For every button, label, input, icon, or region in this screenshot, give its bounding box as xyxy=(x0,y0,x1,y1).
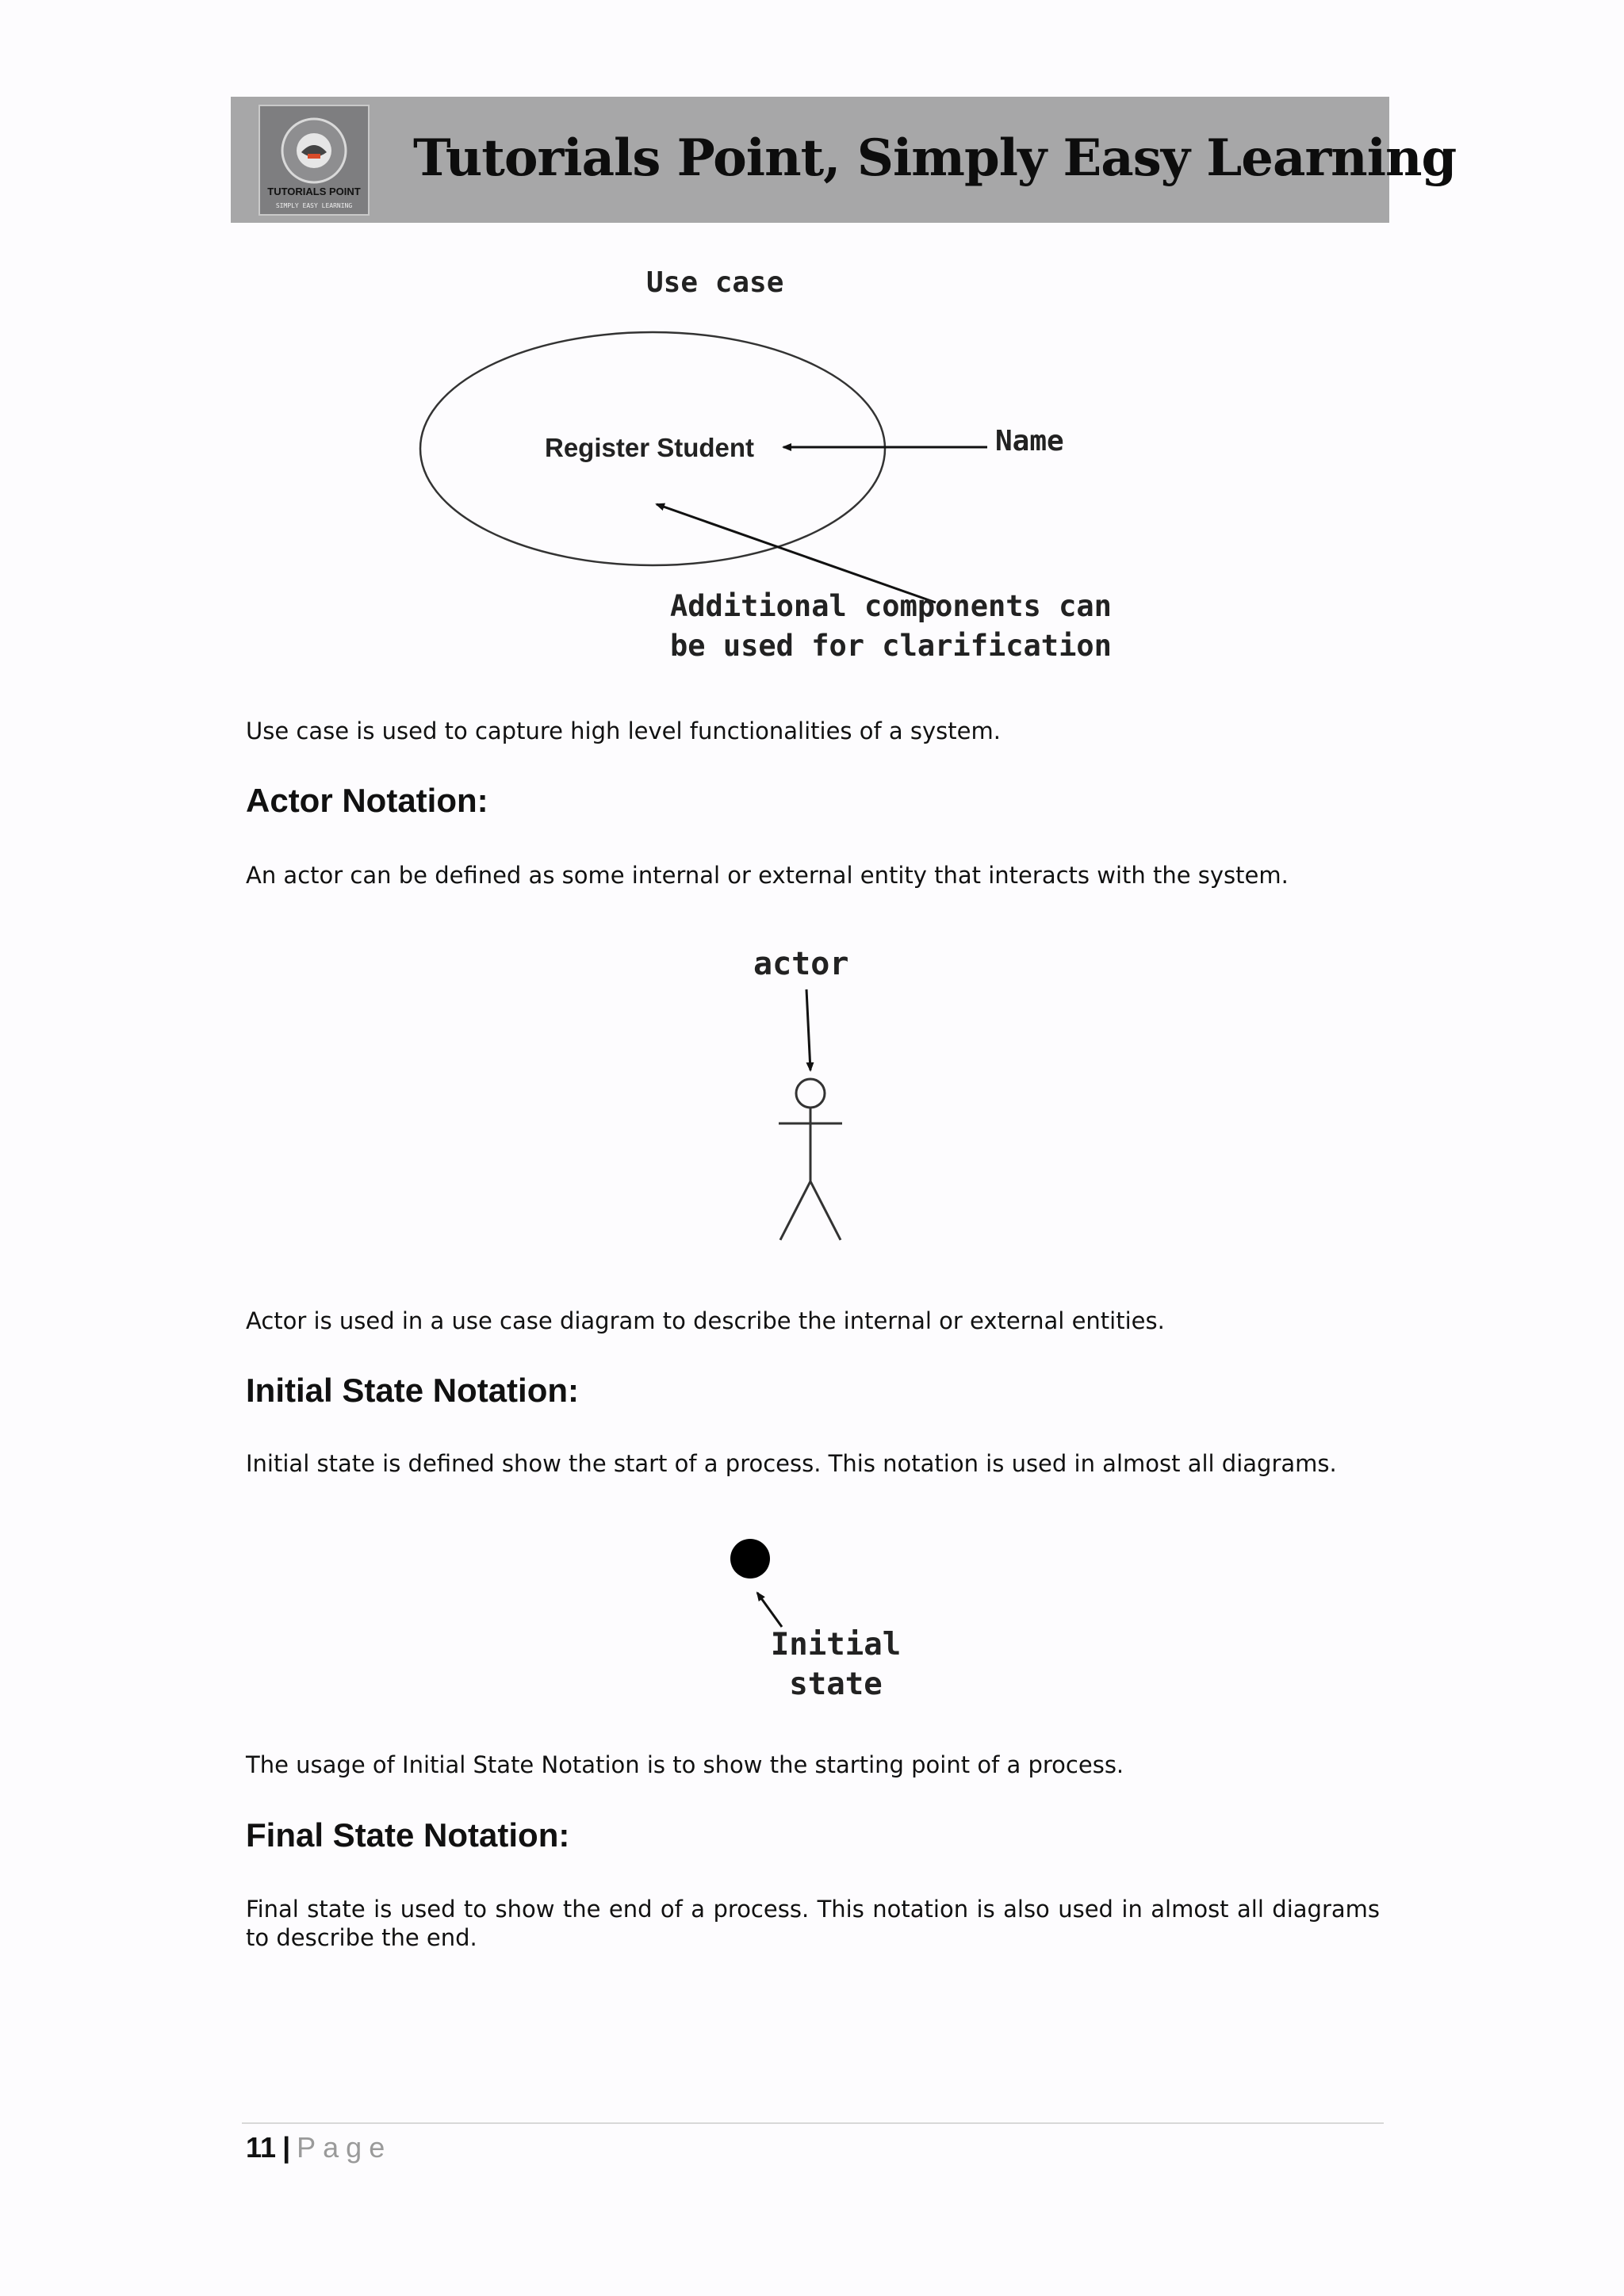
logo-graphic xyxy=(260,106,368,214)
logo-tagline: SIMPLY EASY LEARNING xyxy=(275,202,353,209)
note-line1: Additional components can xyxy=(670,589,1112,623)
components-arrow xyxy=(657,504,936,603)
footer-separator: | xyxy=(282,2131,291,2164)
page-header xyxy=(231,97,1457,223)
usecase-title: Use case xyxy=(646,266,784,299)
usecase-center-label: Register Student xyxy=(545,433,755,462)
initial-state-dot xyxy=(730,1539,770,1578)
initial-label-line2: state xyxy=(789,1667,883,1702)
actor-head xyxy=(796,1079,825,1108)
name-label: Name xyxy=(995,425,1064,457)
note-line2: be used for clarification xyxy=(670,629,1112,663)
header-title: Tutorials Point, Simply Easy Learning xyxy=(413,128,1457,188)
footer-divider xyxy=(242,2122,1384,2124)
actor-definition: An actor can be defined as some internal or external entity that interacts with the system. xyxy=(246,862,1289,889)
initial-state-definition: Initial state is defined show the start of a process. This notation is used in almost all diagrams. xyxy=(246,1450,1337,1477)
initial-label-line1: Initial xyxy=(770,1627,902,1663)
initial-state-arrow xyxy=(757,1593,782,1627)
usecase-description: Use case is used to capture high level functionalities of a system. xyxy=(246,718,1001,744)
logo-text: TUTORIALS POINT xyxy=(267,186,361,197)
heading-actor: Actor Notation: xyxy=(246,782,488,819)
heading-initial-state: Initial State Notation: xyxy=(246,1372,579,1409)
actor-description: Actor is used in a use case diagram to describe the internal or external entities. xyxy=(246,1307,1165,1334)
actor-left-leg xyxy=(780,1181,810,1240)
heading-final-state: Final State Notation: xyxy=(246,1816,570,1854)
page-footer xyxy=(246,2131,392,2164)
page-label: Page xyxy=(297,2131,393,2164)
initial-state-description: The usage of Initial State Notation is to show the starting point of a process. xyxy=(246,1751,1124,1778)
page-number: 11 xyxy=(246,2131,277,2164)
actor-diagram xyxy=(737,943,896,1261)
actor-label: actor xyxy=(753,946,849,982)
final-state-definition: Final state is used to show the end of a process. This notation is also used in almost all diagrams to describe the end. xyxy=(246,1896,1380,1951)
actor-arrow xyxy=(806,989,810,1070)
initial-state-diagram xyxy=(714,1522,920,1712)
tutorials-point-logo xyxy=(259,105,370,216)
usecase-diagram xyxy=(381,262,1205,690)
actor-right-leg xyxy=(810,1181,841,1240)
